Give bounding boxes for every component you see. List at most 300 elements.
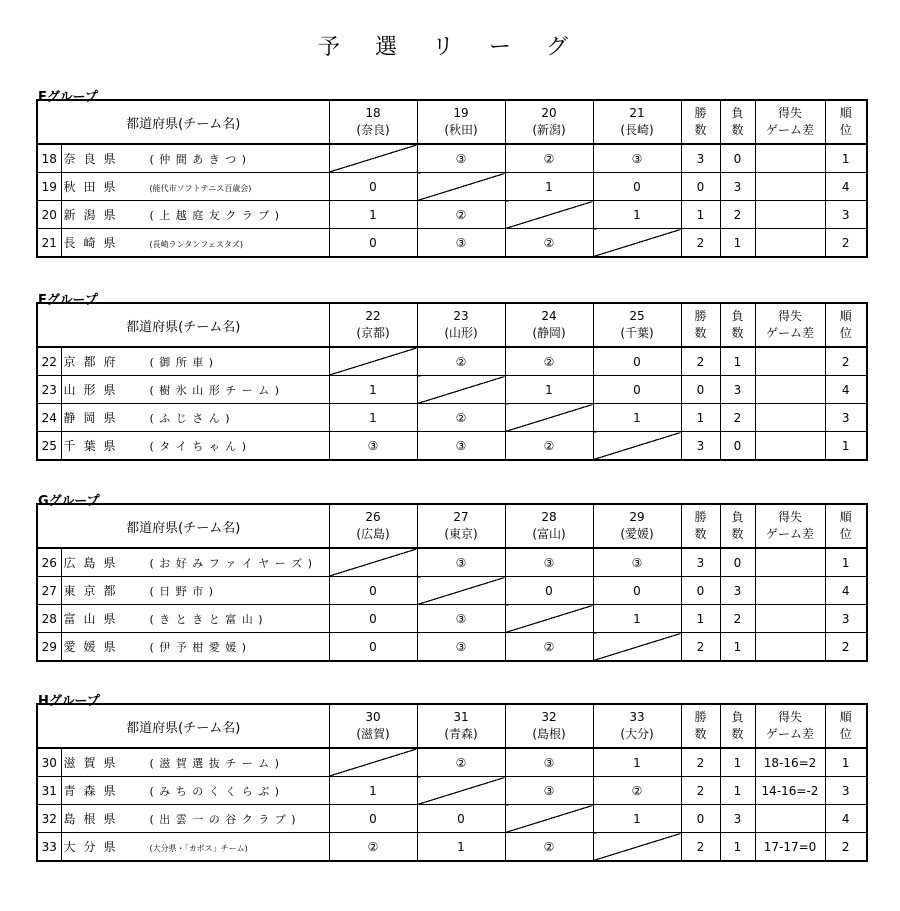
losses-header xyxy=(720,704,755,748)
team-number: 19 xyxy=(37,173,61,201)
wins-count: 2 xyxy=(681,347,720,376)
game-diff-header xyxy=(755,303,825,347)
losses-count: 1 xyxy=(720,229,755,258)
match-result: 1 xyxy=(593,805,681,833)
table-row xyxy=(37,633,867,662)
prefecture-name: 東京都 xyxy=(63,584,124,598)
team-number: 21 xyxy=(37,229,61,258)
match-result: 0 xyxy=(329,605,417,633)
league-table xyxy=(36,703,868,862)
match-result: ② xyxy=(329,833,417,862)
match-result: 1 xyxy=(593,748,681,777)
match-result: 0 xyxy=(329,577,417,605)
match-result: 0 xyxy=(593,173,681,201)
opponent-header xyxy=(417,504,505,548)
self-match-cell xyxy=(417,577,505,605)
losses-count: 1 xyxy=(720,347,755,376)
game-diff-header-text: 得失 xyxy=(777,710,802,724)
prefecture-name: 大分県 xyxy=(63,840,124,854)
opponent-number: 21 xyxy=(629,106,645,120)
wins-header xyxy=(681,504,720,548)
opponent-name: (京都) xyxy=(356,326,390,340)
team-name: (能代市ソフトテニス百歳会) xyxy=(149,184,252,193)
rank-header-text: 順 xyxy=(839,106,852,120)
prefecture-name: 京都府 xyxy=(63,355,124,369)
losses-header-text: 負 xyxy=(731,510,744,524)
opponent-number: 20 xyxy=(541,106,557,120)
table-row xyxy=(37,404,867,432)
team-cell xyxy=(61,833,329,862)
losses-header-text: 数 xyxy=(731,527,744,541)
table-row xyxy=(37,777,867,805)
game-diff-header xyxy=(755,504,825,548)
team-name: ( タ イ ち ゃ ん ) xyxy=(149,440,248,453)
match-result: ③ xyxy=(417,432,505,461)
rank-header xyxy=(825,704,867,748)
wins-count: 1 xyxy=(681,605,720,633)
rank-header-text: 位 xyxy=(839,727,852,741)
wins-header xyxy=(681,100,720,144)
game-diff-header xyxy=(755,100,825,144)
match-result: ② xyxy=(505,144,593,173)
rank-value: 2 xyxy=(825,229,867,258)
losses-header xyxy=(720,100,755,144)
team-name: ( お 好 み フ ァ イ ヤ ー ズ ) xyxy=(149,557,314,570)
self-match-cell xyxy=(417,376,505,404)
self-match-cell xyxy=(593,833,681,862)
rank-value: 4 xyxy=(825,805,867,833)
table-row xyxy=(37,805,867,833)
rank-value: 3 xyxy=(825,777,867,805)
self-match-cell xyxy=(505,605,593,633)
prefecture-name: 広島県 xyxy=(63,556,124,570)
opponent-name: (奈良) xyxy=(356,123,390,137)
team-cell xyxy=(61,201,329,229)
match-result: ② xyxy=(505,833,593,862)
match-result: ③ xyxy=(417,605,505,633)
match-result: 0 xyxy=(329,805,417,833)
group-title: Hグループ xyxy=(38,694,100,709)
game-diff: 18-16=2 xyxy=(755,748,825,777)
match-result: 1 xyxy=(329,404,417,432)
team-cell xyxy=(61,229,329,258)
rank-header-text: 位 xyxy=(839,123,852,137)
losses-count: 1 xyxy=(720,777,755,805)
match-result: ③ xyxy=(329,432,417,461)
game-diff-header-text: ゲーム差 xyxy=(765,326,814,340)
wins-header-text: 勝 xyxy=(694,106,707,120)
game-diff xyxy=(755,201,825,229)
opponent-name: (長崎) xyxy=(620,123,654,137)
match-result: 0 xyxy=(593,577,681,605)
game-diff: 14-16=-2 xyxy=(755,777,825,805)
opponent-number: 24 xyxy=(541,309,557,323)
opponent-header xyxy=(593,303,681,347)
opponent-header xyxy=(417,704,505,748)
losses-count: 2 xyxy=(720,201,755,229)
team-number: 24 xyxy=(37,404,61,432)
game-diff-header xyxy=(755,704,825,748)
game-diff-header-text: 得失 xyxy=(777,510,802,524)
opponent-header xyxy=(593,504,681,548)
losses-header xyxy=(720,504,755,548)
team-number: 18 xyxy=(37,144,61,173)
self-match-cell xyxy=(329,347,417,376)
table-row xyxy=(37,347,867,376)
opponent-name: (広島) xyxy=(356,527,390,541)
losses-count: 1 xyxy=(720,633,755,662)
game-diff xyxy=(755,144,825,173)
opponent-number: 25 xyxy=(629,309,645,323)
match-result: 0 xyxy=(329,229,417,258)
self-match-cell xyxy=(417,173,505,201)
game-diff xyxy=(755,805,825,833)
group-title: Gグループ xyxy=(38,494,100,509)
prefecture-name: 新潟県 xyxy=(63,208,124,222)
self-match-cell xyxy=(329,548,417,577)
team-name-header: 都道府県(チーム名) xyxy=(37,303,329,347)
prefecture-name: 山形県 xyxy=(63,383,124,397)
team-name: ( 日 野 市 ) xyxy=(149,585,215,598)
opponent-header xyxy=(505,303,593,347)
team-number: 27 xyxy=(37,577,61,605)
team-cell xyxy=(61,805,329,833)
wins-count: 2 xyxy=(681,748,720,777)
opponent-header xyxy=(505,704,593,748)
team-cell xyxy=(61,376,329,404)
opponent-header xyxy=(329,704,417,748)
opponent-name: (静岡) xyxy=(532,326,566,340)
opponent-name: (大分) xyxy=(620,727,654,741)
opponent-header xyxy=(329,504,417,548)
match-result: 1 xyxy=(593,201,681,229)
opponent-header xyxy=(417,303,505,347)
match-result: ③ xyxy=(593,548,681,577)
team-cell xyxy=(61,404,329,432)
wins-count: 0 xyxy=(681,173,720,201)
opponent-header xyxy=(593,100,681,144)
opponent-number: 19 xyxy=(453,106,469,120)
team-number: 32 xyxy=(37,805,61,833)
losses-count: 1 xyxy=(720,748,755,777)
rank-value: 2 xyxy=(825,833,867,862)
losses-count: 3 xyxy=(720,805,755,833)
team-number: 28 xyxy=(37,605,61,633)
team-cell xyxy=(61,432,329,461)
losses-count: 0 xyxy=(720,144,755,173)
game-diff xyxy=(755,229,825,258)
rank-value: 4 xyxy=(825,376,867,404)
match-result: 0 xyxy=(329,173,417,201)
self-match-cell xyxy=(329,144,417,173)
team-cell xyxy=(61,605,329,633)
game-diff xyxy=(755,577,825,605)
game-diff-header-text: ゲーム差 xyxy=(765,527,814,541)
opponent-number: 29 xyxy=(629,510,645,524)
match-result: 1 xyxy=(505,173,593,201)
table-row xyxy=(37,376,867,404)
team-name: ( 上 越 庭 友 ク ラ ブ ) xyxy=(149,209,281,222)
rank-header-text: 順 xyxy=(839,510,852,524)
wins-count: 1 xyxy=(681,404,720,432)
opponent-number: 32 xyxy=(541,710,557,724)
opponent-name: (富山) xyxy=(532,527,566,541)
table-row xyxy=(37,748,867,777)
match-result: 0 xyxy=(593,347,681,376)
match-result: ③ xyxy=(505,777,593,805)
team-name: ( 仲 間 あ き つ ) xyxy=(149,153,248,166)
match-result: 0 xyxy=(417,805,505,833)
opponent-number: 26 xyxy=(365,510,381,524)
rank-value: 1 xyxy=(825,548,867,577)
losses-count: 3 xyxy=(720,376,755,404)
wins-count: 2 xyxy=(681,633,720,662)
rank-header-text: 順 xyxy=(839,710,852,724)
match-result: ② xyxy=(505,229,593,258)
prefecture-name: 奈良県 xyxy=(63,152,124,166)
match-result: 1 xyxy=(329,376,417,404)
team-name: ( み ち の く く ら ぶ ) xyxy=(149,785,281,798)
table-row xyxy=(37,144,867,173)
wins-header-text: 勝 xyxy=(694,710,707,724)
rank-header-text: 位 xyxy=(839,326,852,340)
opponent-name: (千葉) xyxy=(620,326,654,340)
match-result: ③ xyxy=(417,633,505,662)
rank-value: 3 xyxy=(825,404,867,432)
wins-header xyxy=(681,704,720,748)
prefecture-name: 滋賀県 xyxy=(63,756,124,770)
prefecture-name: 長崎県 xyxy=(63,236,124,250)
table-row xyxy=(37,577,867,605)
game-diff xyxy=(755,633,825,662)
opponent-header xyxy=(329,100,417,144)
match-result: 1 xyxy=(593,404,681,432)
league-table xyxy=(36,503,868,662)
prefecture-name: 秋田県 xyxy=(63,180,124,194)
page-title: 予 選 リ ー グ xyxy=(318,35,582,60)
group-title: Eグループ xyxy=(38,90,98,105)
opponent-number: 22 xyxy=(365,309,381,323)
wins-count: 3 xyxy=(681,432,720,461)
losses-count: 0 xyxy=(720,432,755,461)
wins-count: 3 xyxy=(681,144,720,173)
match-result: 1 xyxy=(329,201,417,229)
losses-header-text: 数 xyxy=(731,727,744,741)
wins-header-text: 数 xyxy=(694,727,707,741)
losses-count: 0 xyxy=(720,548,755,577)
opponent-header xyxy=(593,704,681,748)
rank-value: 2 xyxy=(825,633,867,662)
table-row xyxy=(37,432,867,461)
self-match-cell xyxy=(593,432,681,461)
wins-header-text: 数 xyxy=(694,123,707,137)
prefecture-name: 島根県 xyxy=(63,812,124,826)
prefecture-name: 富山県 xyxy=(63,612,124,626)
team-number: 31 xyxy=(37,777,61,805)
opponent-number: 27 xyxy=(453,510,469,524)
match-result: 1 xyxy=(417,833,505,862)
game-diff-header-text: 得失 xyxy=(777,106,802,120)
wins-header-text: 勝 xyxy=(694,309,707,323)
match-result: ② xyxy=(505,633,593,662)
opponent-header xyxy=(505,100,593,144)
team-cell xyxy=(61,633,329,662)
team-name: (大分県・「カボス」チーム) xyxy=(149,844,248,853)
game-diff xyxy=(755,404,825,432)
prefecture-name: 青森県 xyxy=(63,784,124,798)
wins-count: 3 xyxy=(681,548,720,577)
rank-header xyxy=(825,303,867,347)
self-match-cell xyxy=(505,805,593,833)
wins-count: 0 xyxy=(681,376,720,404)
match-result: 1 xyxy=(505,376,593,404)
opponent-name: (愛媛) xyxy=(620,527,654,541)
losses-count: 1 xyxy=(720,833,755,862)
team-cell xyxy=(61,144,329,173)
rank-value: 1 xyxy=(825,144,867,173)
losses-header-text: 負 xyxy=(731,106,744,120)
opponent-name: (山形) xyxy=(444,326,478,340)
game-diff xyxy=(755,605,825,633)
wins-header-text: 勝 xyxy=(694,510,707,524)
wins-count: 2 xyxy=(681,833,720,862)
rank-value: 3 xyxy=(825,201,867,229)
wins-header-text: 数 xyxy=(694,527,707,541)
game-diff-header-text: ゲーム差 xyxy=(765,727,814,741)
match-result: ② xyxy=(417,347,505,376)
team-cell xyxy=(61,173,329,201)
wins-count: 1 xyxy=(681,201,720,229)
team-name: ( ふ じ さ ん ) xyxy=(149,412,231,425)
team-name: ( 出 雲 一 の 谷 ク ラ ブ ) xyxy=(149,813,297,826)
team-name-header: 都道府県(チーム名) xyxy=(37,704,329,748)
team-name: ( 滋 賀 選 抜 チ ー ム ) xyxy=(149,757,281,770)
opponent-number: 18 xyxy=(365,106,381,120)
opponent-number: 30 xyxy=(365,710,381,724)
league-table xyxy=(36,302,868,461)
self-match-cell xyxy=(593,633,681,662)
team-number: 20 xyxy=(37,201,61,229)
match-result: ② xyxy=(417,201,505,229)
team-number: 22 xyxy=(37,347,61,376)
rank-header-text: 順 xyxy=(839,309,852,323)
game-diff xyxy=(755,173,825,201)
wins-count: 0 xyxy=(681,805,720,833)
game-diff xyxy=(755,432,825,461)
team-name-header: 都道府県(チーム名) xyxy=(37,504,329,548)
game-diff-header-text: 得失 xyxy=(777,309,802,323)
table-row xyxy=(37,201,867,229)
match-result: ③ xyxy=(417,548,505,577)
self-match-cell xyxy=(417,777,505,805)
team-number: 33 xyxy=(37,833,61,862)
match-result: 0 xyxy=(593,376,681,404)
opponent-name: (滋賀) xyxy=(356,727,390,741)
opponent-number: 23 xyxy=(453,309,469,323)
losses-header-text: 負 xyxy=(731,309,744,323)
opponent-number: 31 xyxy=(453,710,469,724)
match-result: 1 xyxy=(329,777,417,805)
opponent-name: (新潟) xyxy=(532,123,566,137)
table-row xyxy=(37,548,867,577)
team-name: (長崎ランタンフェスタズ) xyxy=(149,240,244,249)
rank-header xyxy=(825,504,867,548)
opponent-name: (東京) xyxy=(444,527,478,541)
opponent-number: 33 xyxy=(629,710,645,724)
match-result: ③ xyxy=(505,548,593,577)
match-result: ③ xyxy=(417,229,505,258)
team-name: ( き と き と 富 山 ) xyxy=(149,613,264,626)
rank-value: 4 xyxy=(825,173,867,201)
team-number: 26 xyxy=(37,548,61,577)
rank-value: 3 xyxy=(825,605,867,633)
team-cell xyxy=(61,777,329,805)
match-result: 0 xyxy=(329,633,417,662)
opponent-name: (島根) xyxy=(532,727,566,741)
wins-header xyxy=(681,303,720,347)
losses-header-text: 負 xyxy=(731,710,744,724)
team-name: ( 伊 予 柑 愛 媛 ) xyxy=(149,641,248,654)
league-table xyxy=(36,99,868,258)
prefecture-name: 愛媛県 xyxy=(63,640,124,654)
wins-count: 0 xyxy=(681,577,720,605)
table-row xyxy=(37,833,867,862)
self-match-cell xyxy=(329,748,417,777)
losses-header-text: 数 xyxy=(731,326,744,340)
rank-header xyxy=(825,100,867,144)
prefecture-name: 静岡県 xyxy=(63,411,124,425)
team-cell xyxy=(61,577,329,605)
team-cell xyxy=(61,748,329,777)
opponent-name: (青森) xyxy=(444,727,478,741)
losses-count: 2 xyxy=(720,404,755,432)
match-result: 0 xyxy=(505,577,593,605)
losses-count: 3 xyxy=(720,173,755,201)
match-result: 1 xyxy=(593,605,681,633)
losses-count: 3 xyxy=(720,577,755,605)
self-match-cell xyxy=(505,404,593,432)
opponent-header xyxy=(505,504,593,548)
losses-header xyxy=(720,303,755,347)
rank-header-text: 位 xyxy=(839,527,852,541)
match-result: ② xyxy=(593,777,681,805)
match-result: ② xyxy=(417,404,505,432)
opponent-name: (秋田) xyxy=(444,123,478,137)
self-match-cell xyxy=(505,201,593,229)
group-title: Fグループ xyxy=(38,293,98,308)
game-diff xyxy=(755,347,825,376)
rank-value: 1 xyxy=(825,432,867,461)
team-cell xyxy=(61,347,329,376)
game-diff-header-text: ゲーム差 xyxy=(765,123,814,137)
wins-count: 2 xyxy=(681,229,720,258)
wins-header-text: 数 xyxy=(694,326,707,340)
opponent-header xyxy=(417,100,505,144)
match-result: ② xyxy=(505,432,593,461)
prefecture-name: 千葉県 xyxy=(63,439,124,453)
team-number: 29 xyxy=(37,633,61,662)
losses-header-text: 数 xyxy=(731,123,744,137)
match-result: ③ xyxy=(593,144,681,173)
losses-count: 2 xyxy=(720,605,755,633)
rank-value: 1 xyxy=(825,748,867,777)
match-result: ③ xyxy=(505,748,593,777)
rank-value: 4 xyxy=(825,577,867,605)
game-diff xyxy=(755,548,825,577)
team-cell xyxy=(61,548,329,577)
table-row xyxy=(37,229,867,258)
table-row xyxy=(37,173,867,201)
